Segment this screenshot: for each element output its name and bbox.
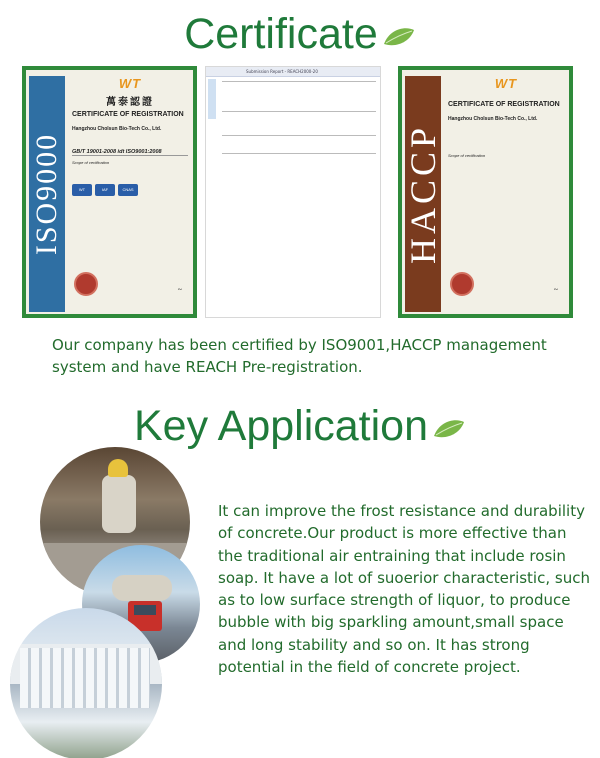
badge-cnas: CNAS xyxy=(118,184,138,196)
wt-logo: WT xyxy=(118,76,142,91)
iso-seal xyxy=(74,272,98,296)
certificate-heading xyxy=(0,8,600,59)
iso-cert-title: CERTIFICATE OF REGISTRATION xyxy=(72,111,184,118)
iso-standard: GB/T 19001-2008 idt ISO9001:2008 xyxy=(72,149,188,156)
certification-caption: Our company has been certified by ISO9001,HACCP management system and have REACH Pre-registration. xyxy=(52,336,547,376)
haccp-signature: ~ xyxy=(553,285,558,294)
wt-logo: WT xyxy=(494,76,518,91)
haccp-certificate-image xyxy=(398,66,573,318)
iso-company: Hangzhou Cholsun Bio-Tech Co., Ltd. xyxy=(72,125,162,132)
iso-signature: ~ xyxy=(177,285,182,294)
iso-side-band: ISO9000 xyxy=(29,76,65,312)
key-application-heading xyxy=(0,400,600,451)
badge-wt: WT xyxy=(72,184,92,196)
application-description: It can improve the frost resistance and durability of concrete.Our product is more effective than the traditional air entraining that include rosin soap. It have a lot of suoerior characteristic, such as to low surface strength of liquor, to produce bubble with big sparkling amount,small space and long stability and so on. It has strong potential in the field of concrete project. xyxy=(218,502,590,677)
certificate-title: Certificate xyxy=(184,10,378,59)
iso-scope-heading: Scope of certification xyxy=(72,160,110,165)
badge-iaf: IAF xyxy=(95,184,115,196)
iso-chinese-title: 萬泰認證 xyxy=(106,97,154,108)
reach-report-image xyxy=(205,66,381,318)
haccp-company: Hangzhou Cholsun Bio-Tech Co., Ltd. xyxy=(448,115,538,122)
accreditation-badges xyxy=(72,184,188,196)
haccp-cert-title: CERTIFICATE OF REGISTRATION xyxy=(448,101,560,108)
iso9000-certificate-image xyxy=(22,66,197,318)
report-header: Submission Report - REACH2000-20 xyxy=(206,67,380,77)
haccp-scope-heading: Scope of certification xyxy=(448,152,486,158)
iso-fineprint xyxy=(72,118,188,123)
haccp-side-band: HACCP xyxy=(405,76,441,312)
leaf-icon xyxy=(382,10,416,59)
report-sidebar xyxy=(208,79,216,119)
haccp-seal xyxy=(450,272,474,296)
key-application-title: Key Application xyxy=(133,402,429,451)
leaf-icon xyxy=(432,402,466,451)
dam-photo xyxy=(10,608,162,758)
